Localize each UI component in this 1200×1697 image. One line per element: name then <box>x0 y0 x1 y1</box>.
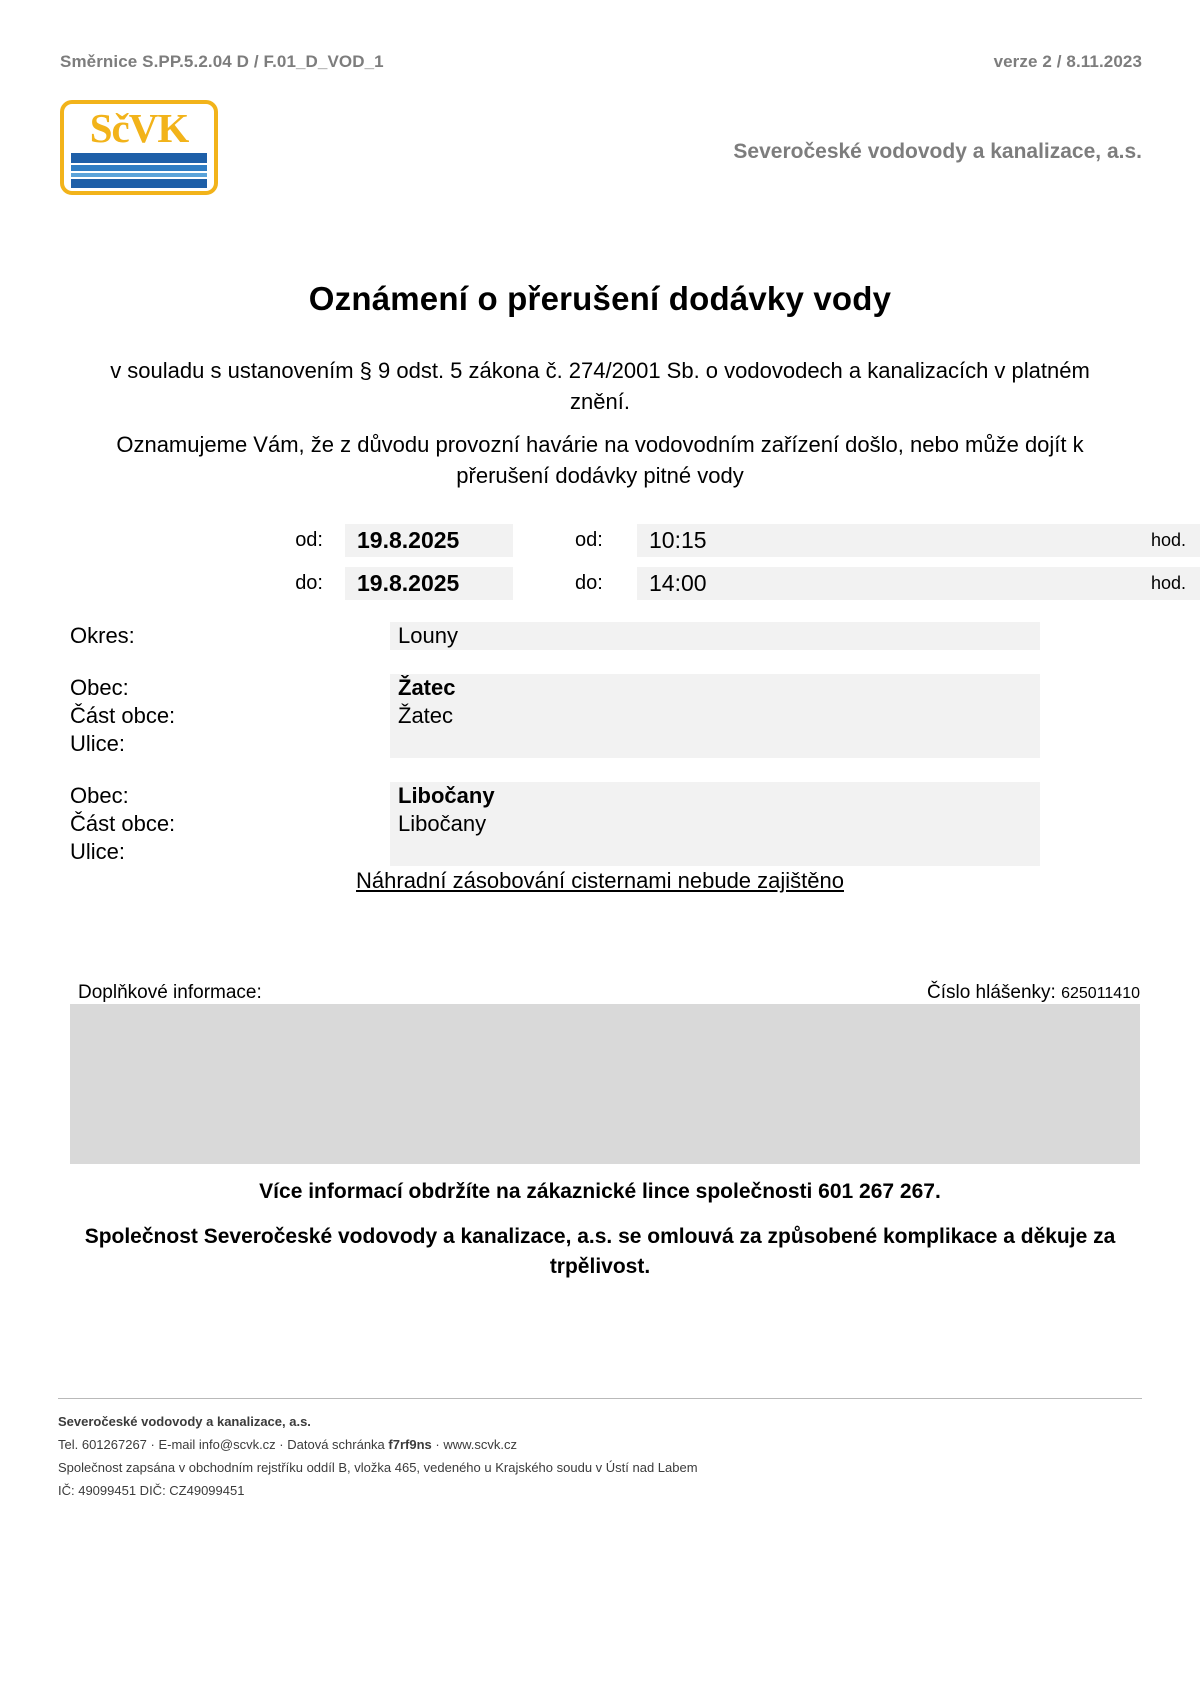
from-date-value: 19.8.2025 <box>345 524 513 557</box>
field-spacer <box>70 650 1040 674</box>
document-meta-row <box>60 52 1142 72</box>
law-reference-paragraph: v souladu s ustanovením § 9 odst. 5 zákona č. 274/2001 Sb. o vodovodech a kanalizacích v platném znění. <box>110 358 1090 414</box>
town-row-2 <box>70 782 1040 810</box>
logo-stripe-4 <box>71 179 207 188</box>
report-number-label: Číslo hlášenky: <box>926 982 1056 1003</box>
street-label-1: Ulice: <box>70 731 126 756</box>
to-time-label: do: <box>575 572 603 594</box>
town-part-row-1 <box>70 702 1040 730</box>
town-part-row-2 <box>70 810 1040 838</box>
street-row-2 <box>70 838 1040 866</box>
scvk-logo <box>60 100 218 195</box>
apology-text: Společnost Severočeské vodovody a kanalizace, a.s. se omlouvá za způsobené komplikace a děkuje za trpělivost. <box>84 1225 1116 1278</box>
district-label: Okres: <box>70 623 135 648</box>
footer-identifiers: IČ: 49099451 DIČ: CZ49099451 <box>58 1483 245 1498</box>
field-spacer <box>70 758 1040 782</box>
town-part-value-1: Žatec <box>390 702 1040 730</box>
to-time-value: 14:00 <box>649 570 707 596</box>
from-date-label: od: <box>295 529 323 551</box>
from-time-label: od: <box>575 529 603 551</box>
page-title: Oznámení o přerušení dodávky vody <box>308 280 892 317</box>
report-number-group <box>927 982 1140 1004</box>
to-time-unit: hod. <box>1150 573 1186 593</box>
to-time-field <box>637 567 1200 600</box>
town-value-2: Libočany <box>390 782 1040 810</box>
report-number-value: 625011410 <box>1061 985 1140 1002</box>
schedule-row-from <box>0 524 1200 557</box>
cistern-note: Náhradní zásobování cisternami nebude zajištěno <box>356 868 844 893</box>
logo-stripe-1 <box>71 153 207 163</box>
company-name: Severočeské vodovody a kanalizace, a.s. <box>733 140 1142 163</box>
additional-info-label: Doplňkové informace: <box>78 982 262 1003</box>
directive-code: Směrnice S.PP.5.2.04 D / F.01_D_VOD_1 <box>60 52 384 71</box>
town-label-1: Obec: <box>70 675 129 700</box>
from-time-value: 10:15 <box>649 527 707 553</box>
document-footer <box>58 1410 1142 1502</box>
footer-contact-prefix: Tel. 601267267 · E-mail info@scvk.cz · Datová schránka <box>58 1437 389 1452</box>
brand-header <box>60 100 1142 195</box>
version-info: verze 2 / 8.11.2023 <box>993 52 1142 71</box>
logo-stripes <box>71 153 207 188</box>
from-time-field <box>637 524 1200 557</box>
location-fields <box>70 622 1040 866</box>
additional-info-labels <box>78 982 1140 1004</box>
footer-registry: Společnost zapsána v obchodním rejstříku oddíl B, vložka 465, vedeného u Krajského soudu v Ústí nad Labem <box>58 1460 698 1475</box>
town-part-value-2: Libočany <box>390 810 1040 838</box>
district-value: Louny <box>390 622 1040 650</box>
from-time-unit: hod. <box>1150 530 1186 550</box>
town-part-label-1: Část obce: <box>70 703 176 728</box>
street-value-2 <box>390 838 1040 866</box>
logo-stripe-2 <box>71 165 207 171</box>
town-label-2: Obec: <box>70 783 129 808</box>
outage-schedule <box>0 524 1200 610</box>
footer-databox-id: f7rf9ns <box>388 1437 432 1452</box>
town-row-1 <box>70 674 1040 702</box>
outage-notice-paragraph: Oznamujeme Vám, že z důvodu provozní havárie na vodovodním zařízení došlo, nebo může dojít k přerušení dodávky pitné vody <box>116 432 1084 488</box>
town-part-label-2: Část obce: <box>70 811 176 836</box>
footer-divider <box>58 1398 1142 1399</box>
street-label-2: Ulice: <box>70 839 126 864</box>
district-row <box>70 622 1040 650</box>
customer-line-info: Více informací obdržíte na zákaznické lince společnosti 601 267 267. <box>259 1180 941 1203</box>
footer-company: Severočeské vodovody a kanalizace, a.s. <box>58 1414 311 1429</box>
additional-info-box <box>70 1004 1140 1164</box>
footer-contact-suffix: · www.scvk.cz <box>431 1437 517 1452</box>
logo-stripe-3 <box>71 173 207 177</box>
town-value-1: Žatec <box>390 674 1040 702</box>
schedule-row-to <box>0 567 1200 600</box>
to-date-value: 19.8.2025 <box>345 567 513 600</box>
to-date-label: do: <box>295 572 323 594</box>
street-value-1 <box>390 730 1040 758</box>
logo-wordmark: SčVK <box>89 105 189 151</box>
street-row-1 <box>70 730 1040 758</box>
footer-contact <box>58 1433 1142 1456</box>
